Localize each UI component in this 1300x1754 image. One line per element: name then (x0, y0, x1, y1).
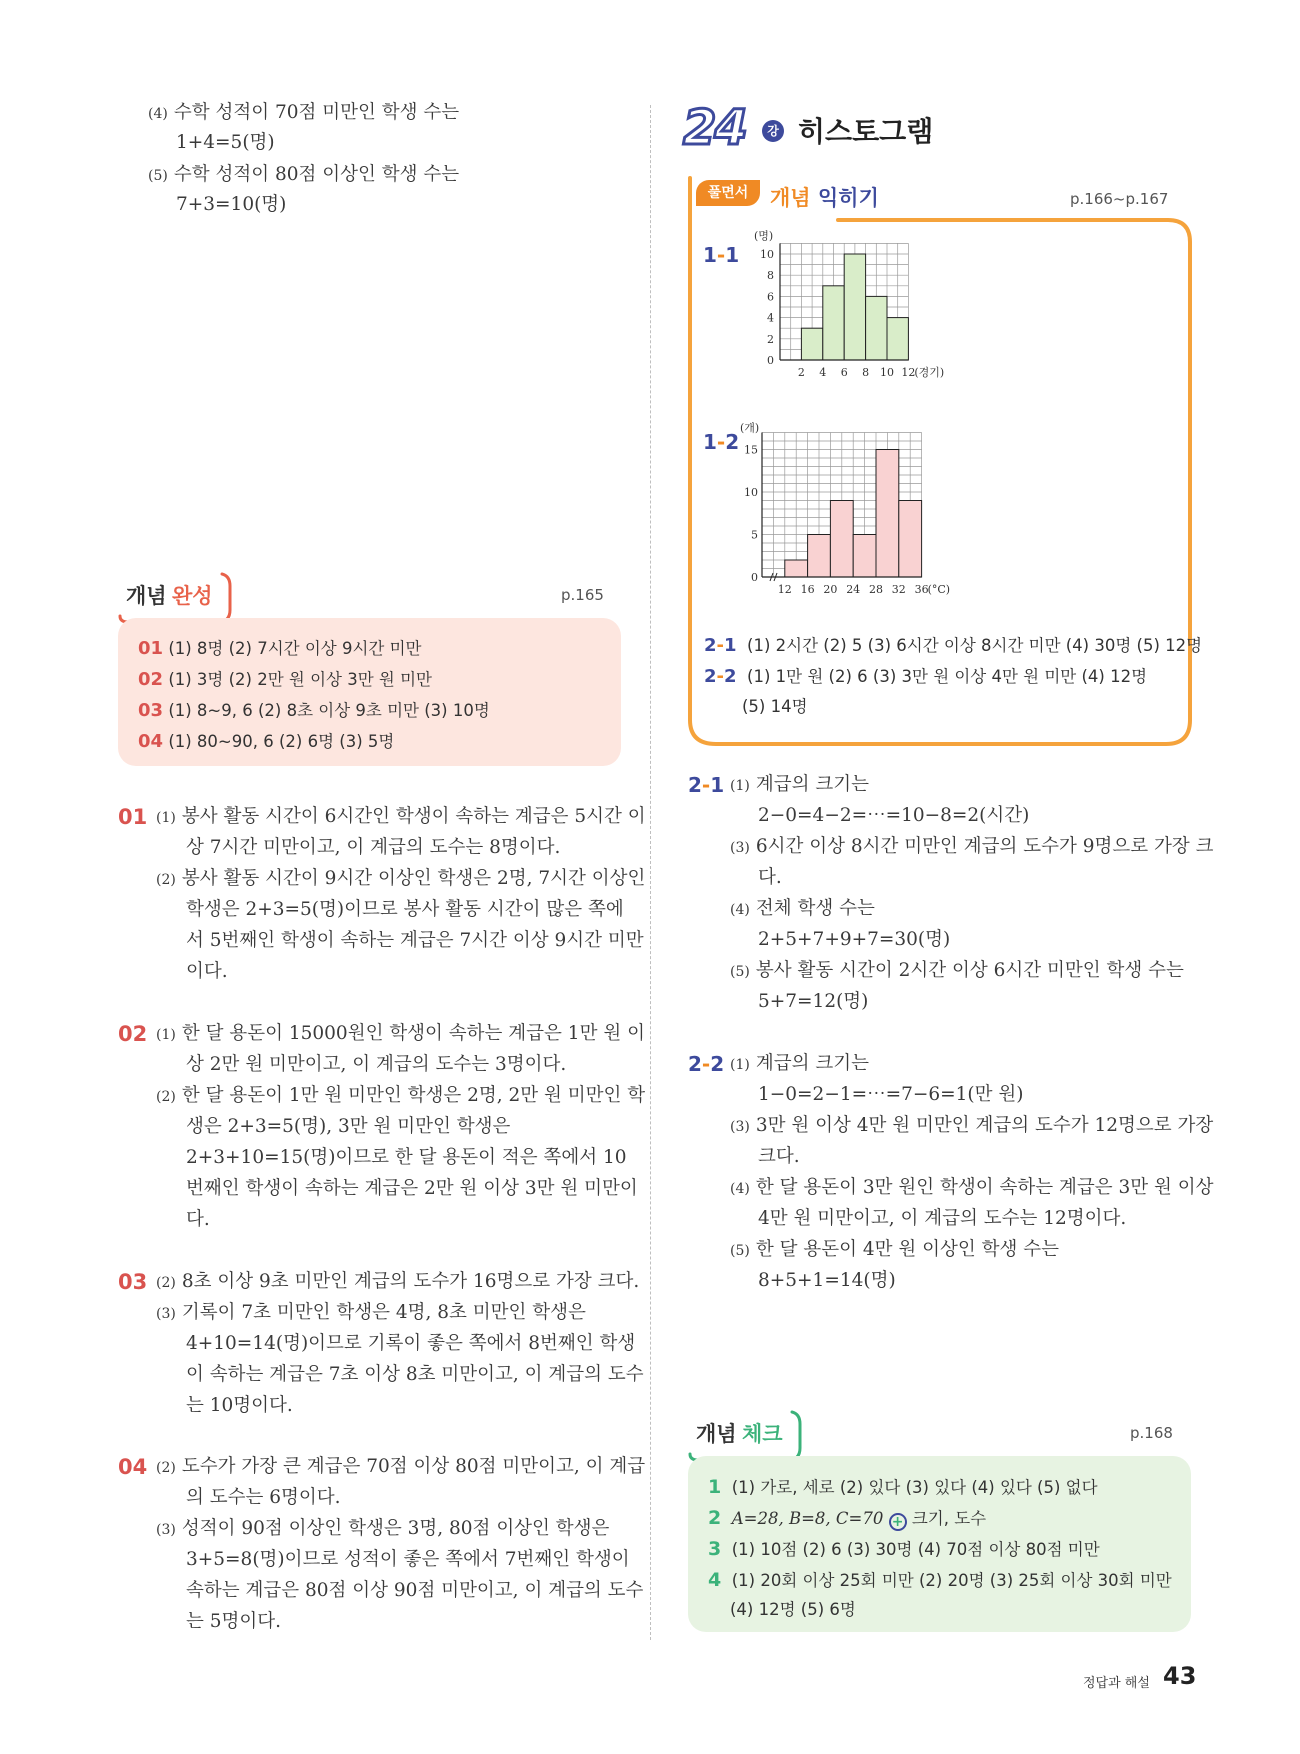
solution-text: 번째인 학생이 속하는 계급은 2만 원 이상 3만 원 미만이 (186, 1178, 638, 1199)
part-number: (5) (730, 964, 750, 980)
solution-text: 기록이 7초 미만인 학생은 4명, 8초 미만인 학생은 (181, 1302, 586, 1323)
part-number: (3) (730, 1119, 750, 1135)
x-axis-label: (°C) (927, 583, 951, 596)
answer-number: 02 (138, 669, 164, 690)
part-number: (1) (156, 1027, 176, 1043)
x-tick-label: 4 (819, 366, 827, 379)
histogram-bar (899, 501, 922, 578)
check-answer-box (688, 1456, 1191, 1632)
x-tick-label: 10 (880, 366, 894, 379)
solution-text: 학생은 2+3=5(명)이므로 봉사 활동 시간이 많은 쪽에 (186, 899, 624, 920)
solution-text: 3+5=8(명)이므로 성적이 좋은 쪽에서 7번째인 학생이 (186, 1549, 630, 1570)
x-tick-label: 8 (862, 366, 870, 379)
label-part: 2 (688, 1052, 702, 1076)
histogram-bar (801, 328, 822, 360)
label-part: 2 (710, 1052, 725, 1076)
label-part: 1 (725, 243, 740, 267)
solution-text: 생은 2+3=5(명), 3만 원 미만인 학생은 (186, 1116, 511, 1137)
y-axis-label: (개) (740, 421, 760, 435)
solution-text: 는 10명이다. (186, 1395, 293, 1416)
solution-text: 6시간 이상 8시간 미만인 계급의 도수가 9명으로 가장 크 (755, 836, 1214, 857)
chart-2-label: 1-2 (703, 430, 740, 454)
solution-number: 03 (118, 1270, 148, 1294)
histogram-bar (808, 535, 831, 578)
solution-number: 04 (118, 1455, 148, 1479)
solution-text: 4+10=14(명)이므로 기록이 좋은 쪽에서 8번째인 학생 (186, 1333, 636, 1354)
solution-text: 4만 원 미만이고, 이 계급의 도수는 12명이다. (758, 1208, 1127, 1229)
solution-text: 크다. (758, 1146, 800, 1167)
label-part: 2 (704, 635, 717, 656)
answer-number: 2 (708, 1507, 722, 1529)
solution-number: 01 (118, 805, 148, 829)
answer-number: 2-1 (704, 635, 737, 656)
x-tick-label: 24 (846, 583, 861, 596)
answer-text: (1) 가로, 세로 (2) 있다 (3) 있다 (4) 있다 (5) 없다 (731, 1478, 1098, 1497)
x-tick-label: 6 (840, 366, 848, 379)
solution-text: 서 5번째인 학생이 속하는 계급은 7시간 이상 9시간 미만 (186, 930, 644, 951)
solution-number: 2-2 (688, 1052, 725, 1076)
solution-text: 2−0=4−2=⋯=10−8=2(시간) (758, 805, 1030, 826)
answer-number: 4 (708, 1569, 722, 1591)
solution-text: 봉사 활동 시간이 6시간인 학생이 속하는 계급은 5시간 이 (181, 806, 646, 827)
label-part: 2 (724, 666, 737, 687)
histogram-1 (740, 229, 980, 425)
complete-page-ref: p.165 (561, 586, 604, 604)
solution-text: 계급의 크기는 (755, 774, 869, 795)
x-tick-label: 28 (869, 583, 883, 596)
histogram-2 (740, 421, 980, 622)
part-number: (1) (156, 810, 176, 826)
y-tick-label: 10 (760, 248, 774, 261)
check-title-a: 개념 (696, 1422, 737, 1446)
label-part: 2 (688, 773, 702, 797)
solution-text: 한 달 용돈이 3만 원인 학생이 속하는 계급은 3만 원 이상 (755, 1177, 1214, 1198)
solution-text: 는 5명이다. (186, 1611, 282, 1632)
answer-number: 3 (708, 1538, 722, 1560)
answer-equation: A=28, B=8, C=70 (731, 1509, 884, 1528)
y-tick-label: 15 (744, 443, 758, 457)
solution-text: 상 2만 원 미만이고, 이 계급의 도수는 3명이다. (186, 1054, 567, 1075)
answer-text: (1) 20회 이상 25회 미만 (2) 20명 (3) 25회 이상 30회 미만 (731, 1571, 1172, 1590)
answer-text: (1) 8~9, 6 (2) 8초 이상 9초 미만 (3) 10명 (168, 701, 490, 720)
answer-text: (1) 1만 원 (2) 6 (3) 3만 원 이상 4만 원 미만 (4) 12명 (747, 667, 1148, 686)
solution-text: 다. (186, 1209, 210, 1230)
histogram-bar (823, 286, 844, 360)
solution-text: 상 7시간 미만이고, 이 계급의 도수는 8명이다. (186, 837, 561, 858)
solution-text: 봉사 활동 시간이 9시간 이상인 학생은 2명, 7시간 이상인 (181, 868, 646, 889)
footer-page-number: 43 (1163, 1662, 1197, 1690)
answer-number: 2-2 (704, 666, 737, 687)
part-number: (3) (156, 1522, 176, 1538)
answer-number: 1 (708, 1476, 722, 1498)
label-part: 1 (710, 773, 725, 797)
part-number: (3) (730, 840, 750, 856)
x-tick-label: 20 (823, 583, 838, 596)
part-number: (2) (156, 872, 176, 888)
column-divider (650, 105, 651, 1640)
complete-answer-box (118, 618, 621, 766)
solution-text: 계급의 크기는 (755, 1053, 869, 1074)
solution-text: 한 달 용돈이 1만 원 미만인 학생은 2명, 2만 원 미만인 학 (181, 1085, 646, 1106)
histogram-bar (876, 450, 899, 578)
solution-text: 8초 이상 9초 미만인 계급의 도수가 16명으로 가장 크다. (181, 1271, 640, 1292)
part-number: (1) (730, 778, 750, 794)
complete-title-a: 개념 (126, 584, 167, 608)
solution-text: 수학 성적이 70점 미만인 학생 수는 (173, 102, 460, 123)
solution-text: 이 속하는 계급은 7초 이상 8초 미만이고, 이 계급의 도수 (186, 1364, 644, 1385)
answer-text: (1) 80~90, 6 (2) 6명 (3) 5명 (168, 732, 395, 751)
solution-number: 02 (118, 1022, 148, 1046)
answer-text: 크기, 도수 (911, 1509, 987, 1528)
y-tick-label: 0 (751, 571, 758, 584)
answer-number: 01 (138, 638, 164, 659)
solution-text: 이다. (186, 961, 228, 982)
complete-title-b: 완성 (172, 584, 213, 608)
practice-page-ref: p.166~p.167 (1070, 190, 1169, 208)
histogram-bar (785, 560, 808, 577)
x-tick-label: 2 (797, 366, 805, 379)
part-number: (1) (730, 1057, 750, 1073)
part-number: (5) (730, 1243, 750, 1259)
histogram-bar (887, 318, 908, 360)
lesson-title: 히스토그램 (798, 115, 934, 148)
lesson-number: 24 (683, 100, 746, 156)
y-axis-label: (명) (754, 229, 774, 243)
check-page-ref: p.168 (1130, 1424, 1173, 1442)
solution-text: 2+5+7+9+7=30(명) (758, 929, 951, 950)
part-number: (4) (148, 106, 168, 122)
chart-1-label: 1-1 (703, 243, 740, 267)
solution-text: 3만 원 이상 4만 원 미만인 계급의 도수가 12명으로 가장 (755, 1115, 1214, 1136)
y-tick-label: 2 (767, 332, 774, 346)
label-part: 1 (703, 243, 717, 267)
answer-text: (4) 12명 (5) 6명 (730, 1600, 856, 1619)
solution-text: 8+5+1=14(명) (758, 1270, 896, 1291)
answer-number: 04 (138, 731, 164, 752)
x-axis-label: (경기) (914, 366, 945, 379)
x-tick-label: 36 (914, 583, 929, 596)
answer-text: (1) 10점 (2) 6 (3) 30명 (4) 70점 이상 80점 미만 (731, 1540, 1100, 1559)
label-part: 2 (725, 430, 740, 454)
footer-label: 정답과 해설 (1083, 1676, 1150, 1691)
x-tick-label: 32 (891, 583, 906, 596)
answer-text: (1) 2시간 (2) 5 (3) 6시간 이상 8시간 미만 (4) 30명 (5) 12명 (747, 636, 1203, 655)
answer-text: (1) 3명 (2) 2만 원 이상 3만 원 미만 (168, 670, 432, 689)
lesson-kang-badge: 강 (762, 120, 784, 142)
solution-text: 수학 성적이 80점 이상인 학생 수는 (173, 164, 460, 185)
answer-text: (1) 8명 (2) 7시간 이상 9시간 미만 (168, 639, 422, 658)
solution-text: 5+7=12(명) (758, 991, 869, 1012)
solution-text: 성적이 90점 이상인 학생은 3명, 80점 이상인 학생은 (181, 1518, 610, 1539)
part-number: (5) (148, 168, 168, 184)
histogram-bar (866, 296, 887, 360)
plus-circle-icon: + (889, 1513, 907, 1531)
label-part: 1 (703, 430, 717, 454)
solution-text: 도수가 가장 큰 계급은 70점 이상 80점 미만이고, 이 계급 (181, 1456, 646, 1477)
solution-text: 1+4=5(명) (176, 132, 275, 153)
histogram-bar (853, 535, 876, 578)
solution-text: 다. (758, 867, 782, 888)
x-tick-label: 12 (777, 583, 792, 596)
practice-title-a: 개념 (770, 186, 811, 210)
y-tick-label: 0 (767, 354, 774, 367)
y-tick-label: 4 (767, 311, 774, 325)
label-part: 2 (704, 666, 717, 687)
practice-title-b: 익히기 (818, 186, 879, 210)
solution-text: 봉사 활동 시간이 2시간 이상 6시간 미만인 학생 수는 (755, 960, 1184, 981)
y-tick-label: 8 (767, 269, 774, 283)
part-number: (2) (156, 1275, 176, 1291)
histogram-bar (830, 501, 853, 578)
x-tick-label: 12 (901, 366, 916, 379)
answer-number: 03 (138, 700, 164, 721)
solution-text: 7+3=10(명) (176, 194, 287, 215)
solution-text: 2+3+10=15(명)이므로 한 달 용돈이 적은 쪽에서 10 (186, 1147, 627, 1168)
y-tick-label: 6 (767, 290, 774, 304)
solution-text: 의 도수는 6명이다. (186, 1487, 341, 1508)
solution-text: 1−0=2−1=⋯=7−6=1(만 원) (758, 1084, 1024, 1105)
label-part: 1 (724, 635, 737, 656)
solution-number: 2-1 (688, 773, 725, 797)
practice-badge: 풀면서 (696, 180, 760, 206)
part-number: (3) (156, 1306, 176, 1322)
part-number: (2) (156, 1460, 176, 1476)
histogram-bar (844, 254, 865, 360)
part-number: (4) (730, 902, 750, 918)
part-number: (2) (156, 1089, 176, 1105)
x-tick-label: 16 (800, 583, 815, 596)
part-number: (4) (730, 1181, 750, 1197)
solution-text: 전체 학생 수는 (755, 898, 875, 919)
check-title-b: 체크 (742, 1422, 783, 1446)
y-tick-label: 10 (744, 486, 758, 499)
answer-text: (5) 14명 (742, 697, 808, 716)
y-tick-label: 5 (751, 528, 758, 542)
solution-text: 한 달 용돈이 15000원인 학생이 속하는 계급은 1만 원 이 (181, 1023, 645, 1044)
solution-text: 속하는 계급은 80점 이상 90점 미만이고, 이 계급의 도수 (186, 1580, 644, 1601)
solution-text: 한 달 용돈이 4만 원 이상인 학생 수는 (755, 1239, 1059, 1260)
